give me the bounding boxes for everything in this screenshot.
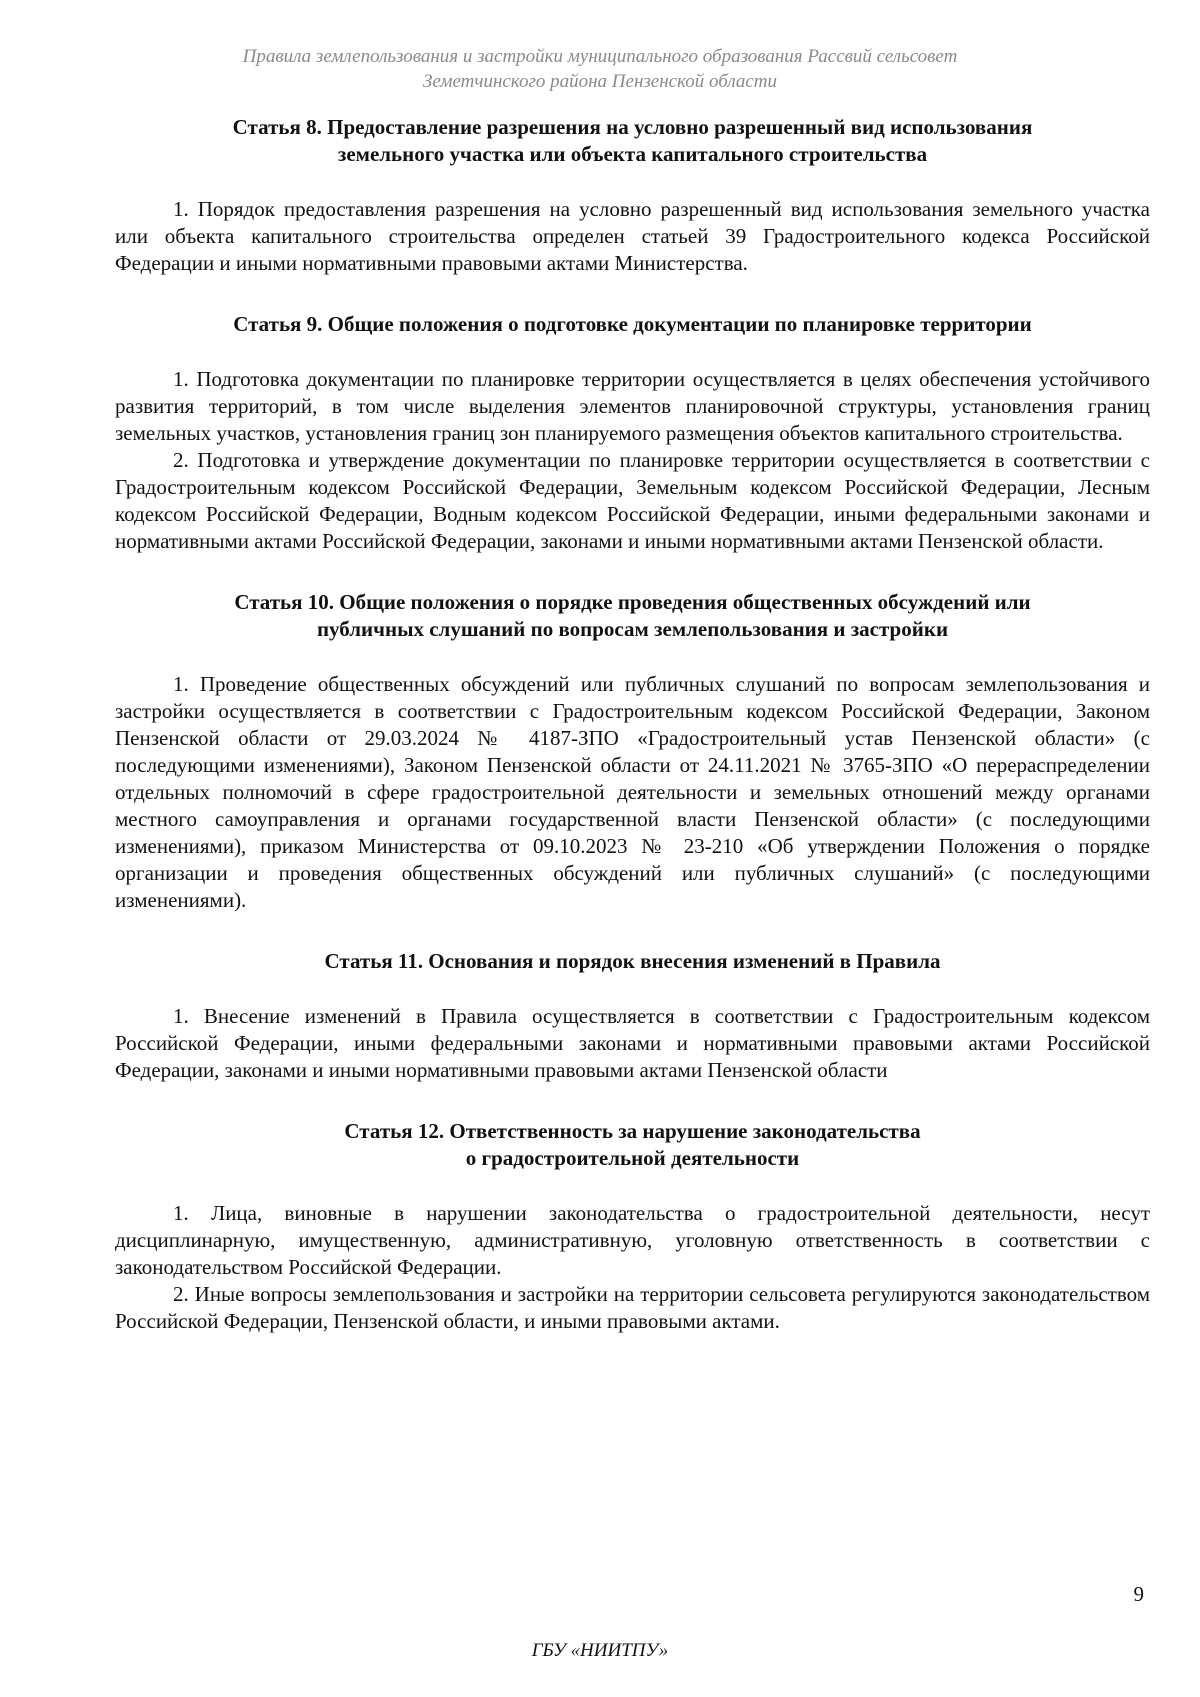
article-paragraph: 1. Подготовка документации по планировке территории осуществляется в целях обеспечения устойчивого развития территорий, в том числе выделения элементов планировочной структуры, установления границ земельных участков, установления границ зон планируемого размещения объектов капитального строительства.: [115, 367, 1150, 445]
running-header: [0, 44, 1200, 94]
page-footer: ГБУ «НИИТПУ»: [531, 1640, 669, 1661]
article-title: [115, 114, 1150, 168]
spacer: [115, 914, 1150, 948]
article-paragraph: 1. Лица, виновные в нарушении законодательства о градостроительной деятельности, несут дисциплинарную, имущественную, административную, уголовную ответственность в соответствии с законодательством Российской Федерации.: [115, 1201, 1150, 1279]
article-title-line: публичных слушаний по вопросам землепользования и застройки: [316, 617, 949, 641]
article-paragraph: 2. Иные вопросы землепользования и застройки на территории сельсовета регулируются законодательством Российской Федерации, Пензенской области, и иными правовыми актами.: [115, 1282, 1150, 1333]
article-title: [115, 589, 1150, 643]
article-paragraph: 1. Проведение общественных обсуждений или публичных слушаний по вопросам землепользования и застройки осуществляется в соответствии с Градостроительным кодексом Российской Федерации, Законом Пензенской области от 29.03.2024 № 4187-ЗПО «Градостроительный устав Пензенской области» (с последующими изменениями), Законом Пензенской области от 24.11.2021 № 3765-ЗПО «О перераспределении отдельных полномочий в сфере градостроительной деятельности и земельных отношений между органами местного самоуправления и органами государственной власти Пензенской области» (с последующими изменениями), приказом Министерства от 09.10.2023 № 23-210 «Об утверждении Положения о порядке организации и проведения общественных обсуждений или публичных слушаний» (с последующими изменениями).: [115, 672, 1150, 912]
spacer: [115, 555, 1150, 589]
spacer: [115, 1084, 1150, 1118]
article-12: [115, 1118, 1150, 1335]
article-title: [115, 311, 1150, 338]
article-title-line: Статья 12. Ответственность за нарушение законодательства: [344, 1119, 921, 1143]
article-title: [115, 1118, 1150, 1172]
article-8: [115, 114, 1150, 277]
spacer: [115, 277, 1150, 311]
running-header-line-2: Земетчинского района Пензенской области: [422, 71, 778, 92]
running-header-line-1: Правила землепользования и застройки муниципального образования Рассвий сельсовет: [242, 46, 958, 67]
article-paragraph: 1. Внесение изменений в Правила осуществляется в соответствии с Градостроительным кодексом Российской Федерации, иными федеральными законами и нормативными правовыми актами Российской Федерации, законами и иными нормативными правовыми актами Пензенской области: [115, 1004, 1150, 1082]
document-body: [115, 114, 1150, 1335]
article-paragraph: 1. Порядок предоставления разрешения на условно разрешенный вид использования земельного участка или объекта капитального строительства определен статьей 39 Градостроительного кодекса Российской Федерации и иными нормативными правовыми актами Министерства.: [115, 197, 1150, 275]
article-title-line: о градостроительной деятельности: [465, 1146, 800, 1170]
article-9: [115, 311, 1150, 555]
article-title-line: Статья 8. Предоставление разрешения на условно разрешенный вид использования: [232, 115, 1033, 139]
article-title-line: Статья 10. Общие положения о порядке проведения общественных обсуждений или: [234, 590, 1031, 614]
article-title-line: Статья 9. Общие положения о подготовке документации по планировке территории: [233, 312, 1032, 336]
article-paragraph: 2. Подготовка и утверждение документации по планировке территории осуществляется в соответствии с Градостроительным кодексом Российской Федерации, Земельным кодексом Российской Федерации, Лесным кодексом Российской Федерации, Водным кодексом Российской Федерации, иными федеральными законами и нормативными актами Российской Федерации, законами и иными нормативными актами Пензенской области.: [115, 448, 1150, 553]
article-10: [115, 589, 1150, 914]
article-title-line: земельного участка или объекта капитального строительства: [337, 142, 928, 166]
article-title: [115, 948, 1150, 975]
article-title-line: Статья 11. Основания и порядок внесения изменений в Правила: [324, 949, 941, 973]
article-11: [115, 948, 1150, 1084]
page-number: 9: [1133, 1582, 1144, 1606]
